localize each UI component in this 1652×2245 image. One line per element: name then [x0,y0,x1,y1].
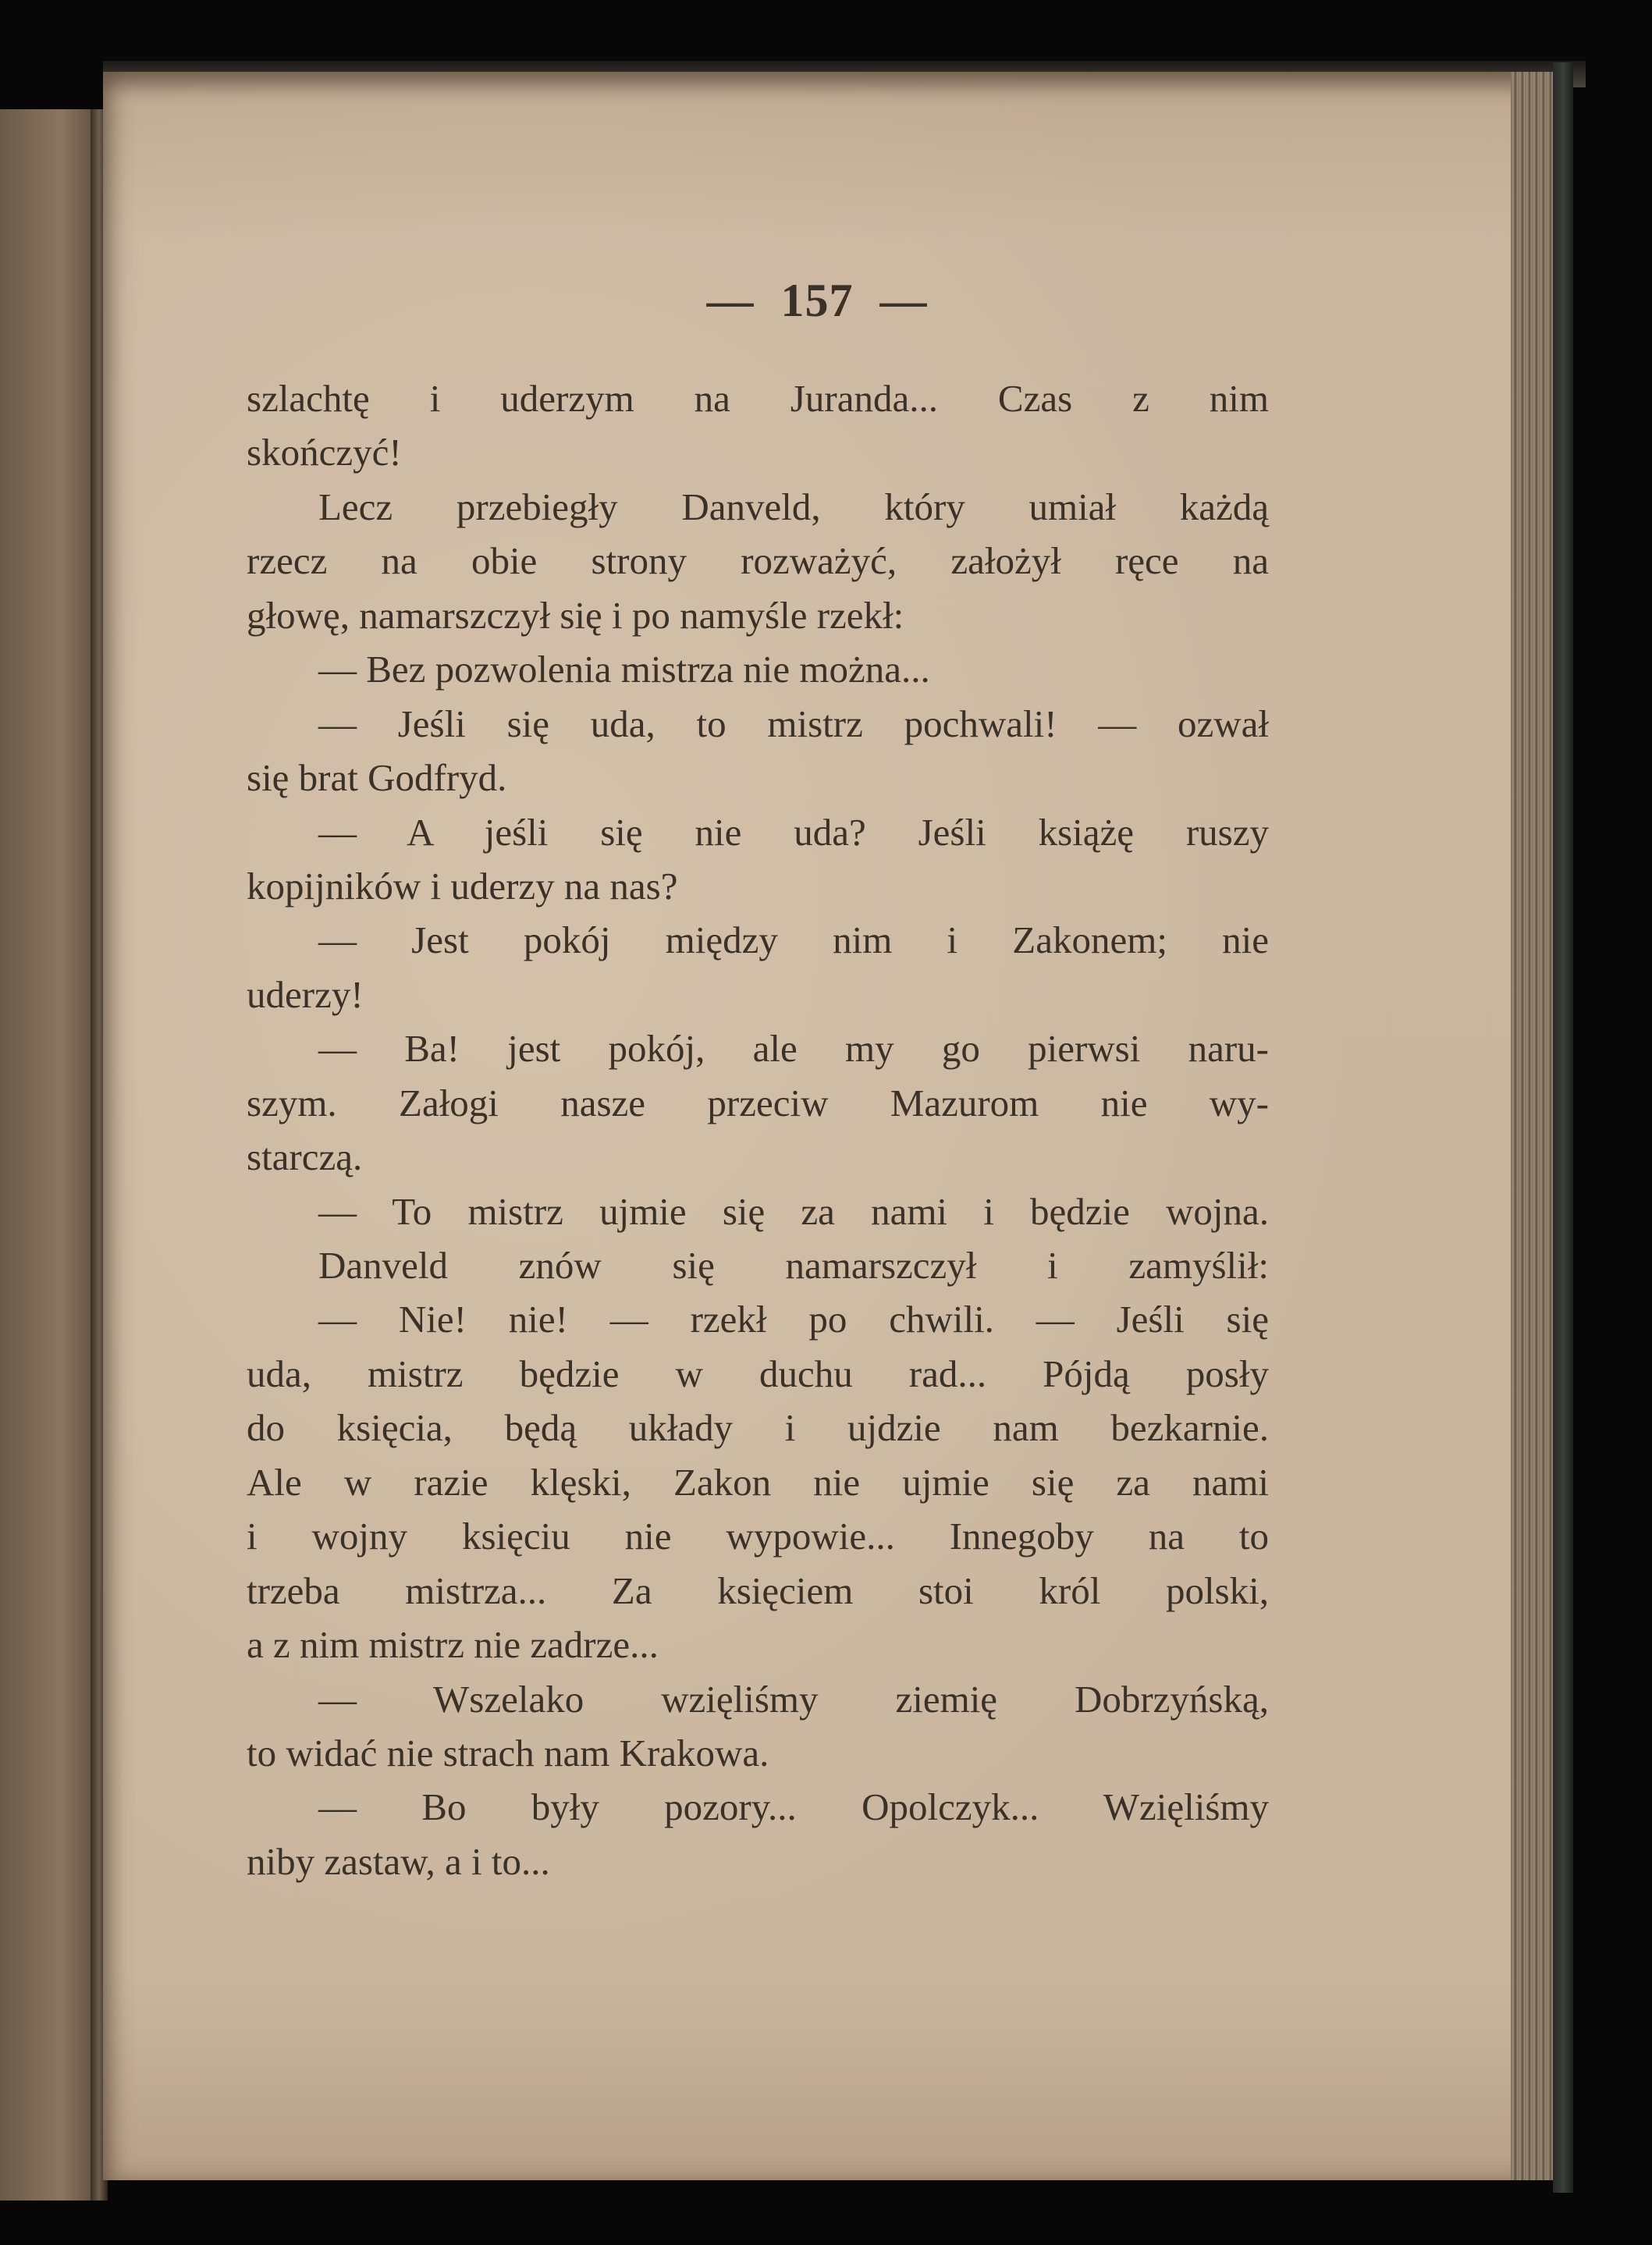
text-line: szym. Załogi nasze przeciw Mazurom nie wy- [247,1081,1269,1124]
text-line: — Jeśli się uda, to mistrz pochwali! — ozwał [318,702,1269,745]
text-line: Danveld znów się namarszczył i zamyślił: [318,1244,1269,1287]
text-line: szlachtę i uderzym na Juranda... Czas z nim [247,377,1269,420]
page-header [103,258,1531,343]
text-line: uda, mistrz będzie w duchu rad... Pójdą posły [247,1352,1269,1395]
book-cover-edge [1553,62,1573,2193]
page-stack-edge [1511,72,1553,2180]
text-line: — Jest pokój między nim i Zakonem; nie [318,918,1269,962]
header-dash-left: — [706,274,755,326]
text-line: niby zastaw, a i to... [247,1839,550,1883]
text-line: i wojny księciu nie wypowie... Innegoby na to [247,1515,1269,1558]
text-line: — Ba! jest pokój, ale my go pierwsi naru- [318,1027,1269,1071]
page-number: 157 [780,274,854,326]
text-line: starczą. [247,1135,363,1179]
text-line: — A jeśli się nie uda? Jeśli książę ruszy [318,810,1269,854]
text-line: się brat Godfryd. [247,756,507,800]
header-dash-right: — [879,274,928,326]
text-line: Lecz przebiegły Danveld, który umiał każdą [318,485,1269,528]
text-line: Ale w razie klęski, Zakon nie ujmie się za nami [247,1460,1269,1504]
text-line: to widać nie strach nam Krakowa. [247,1731,769,1774]
body-text [247,371,1269,1888]
text-line: — Bez pozwolenia mistrza nie można... [318,648,930,691]
text-line: trzeba mistrza... Za księciem stoi król polski, [247,1568,1269,1612]
text-line: — To mistrz ujmie się za nami i będzie wojna. [318,1189,1269,1233]
text-line: uderzy! [247,972,364,1016]
text-line: kopijników i uderzy na nas? [247,864,678,908]
text-line: — Wszelako wzięliśmy ziemię Dobrzyńską, [318,1677,1269,1721]
text-line: do księcia, będą układy i ujdzie nam bezkarnie. [247,1406,1269,1450]
text-line: — Bo były pozory... Opolczyk... Wzięliśmy [318,1785,1269,1829]
text-line: rzecz na obie strony rozważyć, założył ręce na [247,539,1269,583]
left-page-edge [0,109,101,2201]
text-line: a z nim mistrz nie zadrze... [247,1623,659,1667]
text-line: — Nie! nie! — rzekł po chwili. — Jeśli się [318,1298,1269,1341]
text-line: skończyć! [247,431,402,474]
text-line: głowę, namarszczył się i po namyśle rzekł: [247,593,904,637]
